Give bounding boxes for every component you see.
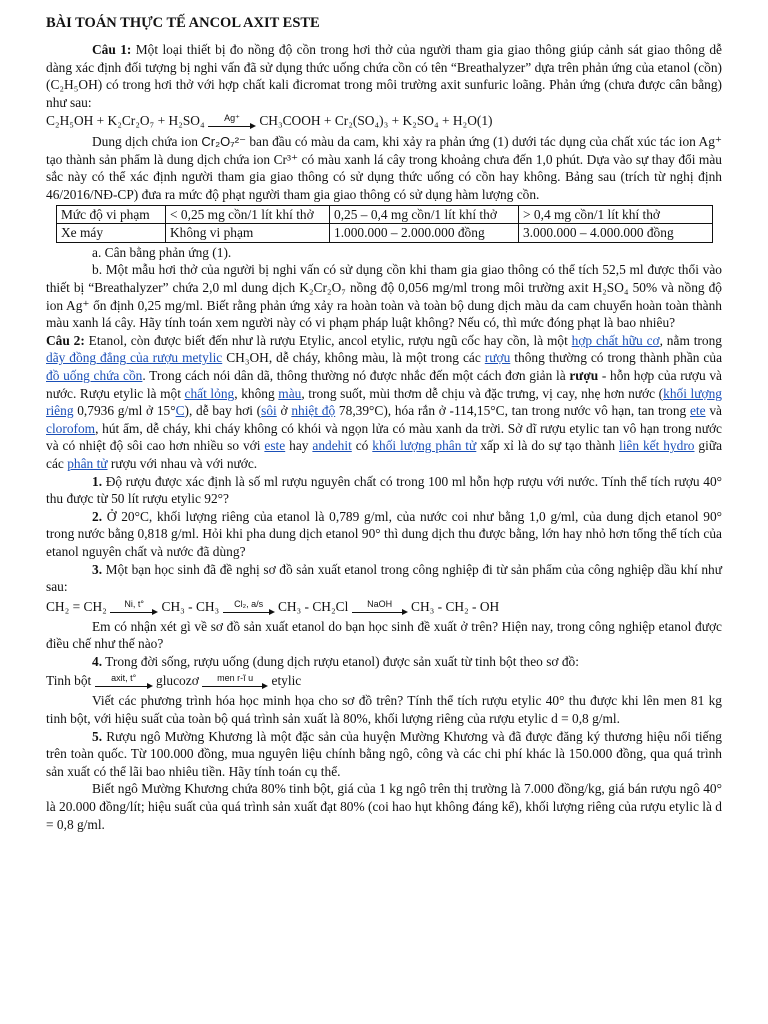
link-phan-tu[interactable]: phân tử [67, 455, 108, 471]
q2-text: CH₃OH, dễ cháy, không màu, là một trong các [226, 350, 481, 366]
link-chat-long[interactable]: chất lỏng [184, 385, 235, 401]
table-header-row [57, 205, 713, 224]
link-clorofom[interactable]: clorofom [46, 420, 96, 436]
reaction-arrow [352, 600, 408, 616]
q1-para2 [46, 133, 722, 203]
arrow-condition: men r-ĩ u [217, 673, 254, 684]
scheme-compound: CH₃ - CH₂Cl [277, 598, 349, 614]
table-cell: Không vi phạm [166, 224, 330, 243]
q2-text: 0,7936 g/ml ở 15° [77, 403, 176, 419]
item-number: 1. [92, 473, 103, 489]
scheme-compound: CH₃ - CH₂ - OH [411, 598, 500, 614]
q1-para2-start: Dung dịch chứa ion [92, 134, 198, 150]
q2-item-5-data: Biết ngô Mường Khương chứa 80% tinh bột, giá của 1 kg ngô trên thị trường là 7.000 đồng/kg, giá bán rượu ngô 40° là 20.000 đồng/lít; hiệu suất của quá trình sản xuất đạt 80% (coi hao hụt không đáng kể), khối lượng riêng của rượu etylic là d = 0,8 g/ml. [46, 781, 722, 832]
q1-eq-right: CH₃COOH + Cr₂(SO₄)₃ + K₂SO₄ + H₂O(1) [259, 113, 493, 129]
q2-item-2 [46, 508, 722, 561]
scheme-compound: Tinh bột [46, 673, 92, 689]
q2-label: Câu 2: [46, 332, 85, 348]
item-text: Một bạn học sinh đã đề nghị sơ đồ sản xuất etanol trong công nghiệp đi từ sản phẩm của công nghiệp dầu khí như sau: [46, 561, 722, 595]
link-khoi-luong-phan-tu[interactable]: khối lượng phân tử [372, 438, 477, 454]
q2-text: có [355, 438, 369, 454]
item-number: 4. [92, 653, 103, 669]
arrow-condition: Ni, t° [124, 598, 144, 609]
scheme-compound: glucozơ [156, 673, 199, 689]
link-andehit[interactable]: andehit [312, 438, 352, 454]
link-khoi-luong-rieng[interactable]: khối lượng riêng [46, 385, 722, 419]
item-text: Độ rượu được xác định là số ml rượu nguyên chất có trong 100 ml hỗn hợp rượu với nước. Tính thể tích rượu 40° thu được từ 50 lít rượu etylic 92°? [46, 473, 722, 507]
link-celsius[interactable]: C [175, 403, 185, 419]
q2-text: , không [234, 385, 275, 401]
table-cell: 3.000.000 – 4.000.000 đồng [519, 224, 713, 243]
scheme-compound: etylic [271, 673, 302, 689]
q1-part-a: a. Cân bằng phản ứng (1). [92, 244, 232, 260]
table-cell: 1.000.000 – 2.000.000 đồng [330, 224, 519, 243]
arrow-shaft [110, 609, 158, 616]
item-text: Rượu ngô Mường Khương là một đặc sản của huyện Mường Khương và đã được đăng ký thương hiệu nổi tiếng trên toàn quốc. Từ 100.000 đồng, mua nguyên liệu chính bằng ngô, công và các chi phí khác là 150.000 đồng, qua quá trình sản xuất có thể lãi bao nhiêu tiền. Hãy tính toán cụ thể. [46, 728, 722, 779]
ethanol-scheme-starch [46, 672, 722, 690]
q2-text: , hút ẩm, dễ cháy, khi cháy không có khói và ngọn lửa có màu xanh da trời. Sở dĩ rượu etylic tan vô hạn trong nước và có nhiệt độ sôi cao hơn nhiều so với [46, 420, 722, 454]
reaction-arrow [110, 600, 158, 616]
q2-text: , nằm trong [659, 332, 722, 348]
reaction-arrow [202, 674, 268, 690]
q2-item-3 [46, 561, 722, 596]
arrow-condition: Ag⁺ [224, 113, 240, 124]
q2-text: 78,39°C), hóa rắn ở -114,15°C, tan trong nước vô hạn, tan trong [338, 403, 687, 419]
arrow-condition: Cl₂, a/s [234, 598, 264, 609]
q1-intro-text: Một loại thiết bị đo nồng độ cồn trong hơi thở của người tham gia giao thông giúp cảnh sát giao thông dễ dàng xác định đối tượng bị nghi vấn đã sử dụng thức uống chứa cồn có tên “Breathalyzer” dựa trên phản ứng của etanol (cồn) (C₂H₅OH) có trong hơi thở với hợp chất kali đicromat trong môi trường axit sunfuric loãng. Phản ứng (chưa được cân bằng) như sau: [46, 42, 722, 110]
penalty-table [56, 205, 713, 243]
link-soi[interactable]: sôi [261, 403, 277, 419]
link-mau[interactable]: màu [278, 385, 302, 401]
dichromate-ion: Cr₂O₇²⁻ [201, 134, 246, 150]
q2-text: rượu với nhau và với nước. [110, 455, 258, 471]
arrow-shaft [95, 683, 153, 690]
q2-item-1 [46, 473, 722, 508]
q2-text: , trong suốt, mùi thơm dễ chịu và đặc trưng, vị cay, nhẹ hơn nước ( [301, 385, 664, 401]
item-text: Trong đời sống, rượu uống (dung dịch rượu etanol) được sản xuất từ tinh bột theo sơ đồ: [105, 653, 579, 669]
arrow-shaft [208, 123, 256, 130]
scheme-compound: CH₂ = CH₂ [46, 598, 107, 614]
arrow-condition: axit, t° [111, 673, 137, 684]
link-do-uong[interactable]: đồ uống chứa cồn [46, 368, 143, 384]
arrow-condition: NaOH [367, 598, 393, 609]
q1-label: Câu 1: [92, 42, 132, 57]
link-este[interactable]: este [264, 438, 286, 454]
arrow-shaft [202, 683, 268, 690]
reaction-arrow [223, 600, 275, 616]
link-nhiet-do[interactable]: nhiệt độ [291, 403, 336, 419]
q2-bold-ruou: rượu [569, 368, 599, 384]
q2-text: giữa các [46, 438, 723, 471]
link-lien-ket-hydro[interactable]: liên kết hydro [618, 438, 695, 454]
q2-text: hay [289, 438, 309, 454]
arrow-shaft [352, 609, 408, 616]
table-cell: Xe máy [57, 224, 166, 243]
q2-text: ), dễ bay hơi ( [184, 403, 262, 419]
item-number: 5. [92, 728, 103, 744]
item-text: Ở 20°C, khối lượng riêng của etanol là 0,789 g/ml, của nước coi như bằng 1,0 g/ml, của dung dịch etanol 90° trong nước bằng 0,818 g/ml. Hỏi khi pha dung dịch etanol 90° thì dung dịch thu được bằng, lớn hay nhỏ hơn tổng thể tích của etanol nguyên chất và nước đã dùng? [46, 508, 722, 559]
item-number: 3. [92, 561, 103, 577]
q2-text: và [709, 403, 722, 419]
q2-intro [46, 332, 722, 473]
page-title: BÀI TOÁN THỰC TẾ ANCOL AXIT ESTE [46, 15, 320, 31]
table-row [57, 224, 713, 243]
q2-text: - hỗn hợp của rượu và nước. Rượu etylic là một [46, 368, 722, 401]
q2-text: thông thường có trong thành phần của [514, 350, 723, 366]
link-ruou[interactable]: rượu [484, 350, 511, 366]
arrow-shaft [223, 609, 275, 616]
q2-item-3-question: Em có nhận xét gì về sơ đồ sản xuất etanol do bạn học sinh đề xuất ở trên? Hiện nay, trong công nghiệp etanol được điều chế như thế nào? [46, 618, 722, 652]
q1-intro [46, 41, 722, 111]
item-number: 2. [92, 508, 103, 524]
q2-item-4-question: Viết các phương trình hóa học minh họa cho sơ đồ trên? Tính thể tích rượu etylic 40° thu được khi lên men 81 kg tinh bột, với hiệu suất của toàn bộ quá trình sản xuất là 80%, khối lượng riêng của rượu etylic d = 0,8 g/ml. [46, 693, 722, 726]
q2-item-5 [46, 728, 722, 781]
q2-text: Etanol, còn được biết đến như là rượu Etylic, ancol etylic, rượu ngũ cốc hay cồn, là một [88, 332, 568, 348]
q2-text: ở [280, 403, 288, 419]
q2-item-4 [46, 653, 722, 671]
q1-eq-left: C₂H₅OH + K₂Cr₂O₇ + H₂SO₄ [46, 113, 205, 129]
ethanol-scheme-industry [46, 598, 722, 616]
q2-text: xấp xỉ là do sự tạo thành [480, 438, 616, 454]
table-header-cell: 0,25 – 0,4 mg cồn/1 lít khí thở [330, 205, 519, 224]
reaction-arrow [95, 674, 153, 690]
q1-para2-rest: ban đầu có màu da cam, khi xảy ra phản ứng (1) dưới tác dụng của chất xúc tác ion Ag⁺ tạo thành sản phẩm là dung dịch chứa ion Cr³⁺ có màu xanh lá cây trong khoảng chưa đến 1,0 phút. Dựa vào sự thay đổi màu sắc này có thể xác định người tham gia giao thông có sử dụng thức uống có cồn hay không. Bảng sau (trích từ nghị định 46/2016/NĐ-CP) đưa ra mức độ phạt người tham gia giao thông có sử dụng hàm lượng cồn. [46, 134, 722, 203]
table-header-cell: < 0,25 mg cồn/1 lít khí thở [166, 205, 330, 224]
reaction-arrow [208, 114, 256, 130]
q1-part-b: b. Một mẫu hơi thở của người bị nghi vấn có sử dụng cồn khi tham gia giao thông có thể tích 52,5 ml được thổi vào thiết bị “Breathalyzer” chứa 2,0 ml dung dịch K₂Cr₂O₇ nồng độ 0,056 mg/ml trong môi trường axit H₂SO₄ 50% và nồng độ ion Ag⁺ ổn định 0,25 mg/ml. Biết rằng phản ứng xảy ra hoàn toàn và toàn bộ dung dịch màu da cam chuyển hoàn toàn thành màu xanh lá cây. Hãy tính toán xem người này có vi phạm pháp luật không? Nếu có, thì mức đóng phạt là bao nhiêu? [46, 262, 722, 331]
q2-text: . Trong cách nói dân dã, thông thường nó được nhắc đến một cách đơn giản là [142, 368, 566, 384]
scheme-compound: CH₃ - CH₃ [161, 598, 220, 614]
link-ete[interactable]: ete [689, 403, 706, 419]
table-header-cell: Mức độ vi phạm [57, 205, 166, 224]
link-huu-co[interactable]: hợp chất hữu cơ [571, 332, 660, 348]
table-header-cell: > 0,4 mg cồn/1 lít khí thở [519, 205, 713, 224]
q1-equation [46, 112, 722, 130]
link-day-dong-dang[interactable]: dãy đồng đẳng của rượu metylic [46, 350, 223, 366]
